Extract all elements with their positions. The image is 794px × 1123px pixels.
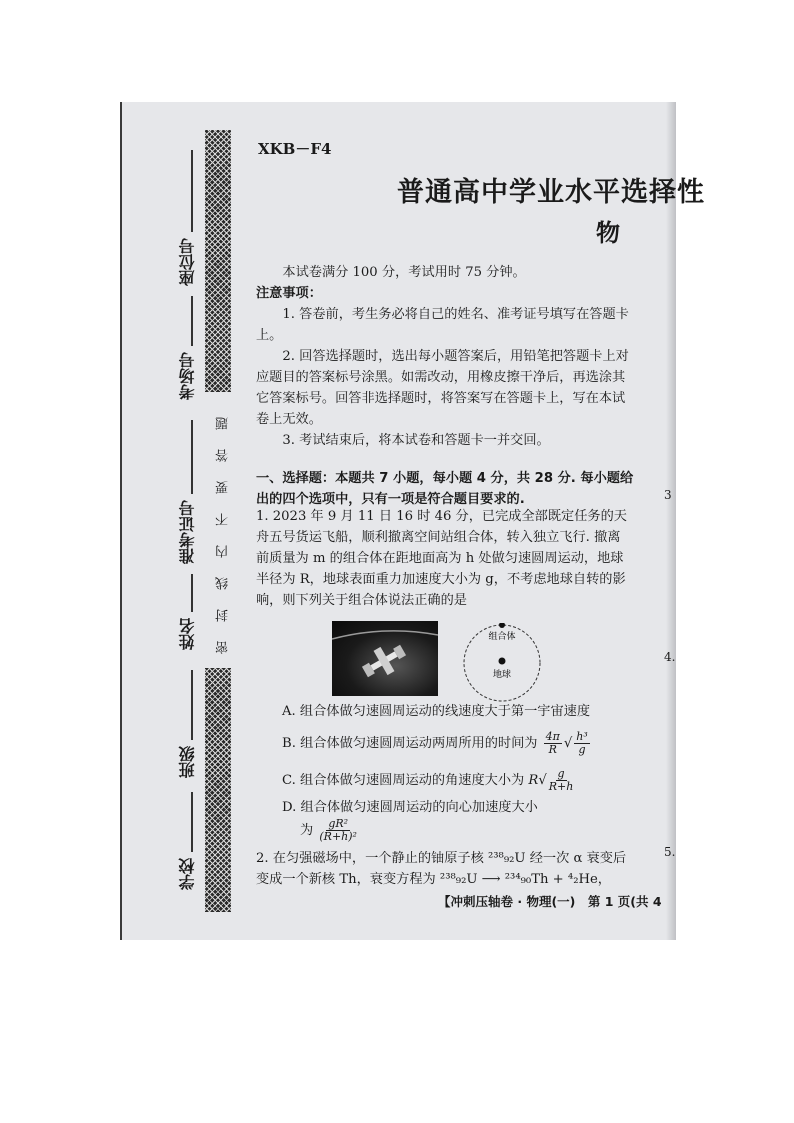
option-d-text: 为 <box>300 823 314 838</box>
margin-number: 3 <box>664 488 672 502</box>
notice-1: 1. 答卷前，考生务必将自己的姓名、准考证号填写在答题卡上。 <box>256 307 629 343</box>
seat-label: 座位号 <box>178 238 197 286</box>
seal-char: 内 <box>216 545 231 558</box>
option-b <box>282 731 632 756</box>
option-d-formula: $\frac{\text{gR²}}{\text{(R+h)²}}$ <box>319 817 357 843</box>
question-2-stem: 2. 在匀强磁场中，一个静止的铀原子核 ²³⁸₉₂U 经一次 α 衰变后变成一个新核 Th，衰变方程为 ²³⁸₉₂U ⟶ ²³⁴₉₀Th + ⁴₂He， <box>256 851 627 887</box>
admission-label: 准考证号 <box>178 500 197 564</box>
seal-char: 要 <box>216 481 231 494</box>
admission-line <box>191 420 193 494</box>
instructions <box>256 262 632 451</box>
margin-number: 5. <box>664 845 676 859</box>
intro-text: 本试卷满分 100 分，考试用时 75 分钟。 <box>282 265 526 280</box>
space-station-photo <box>332 621 438 696</box>
question-1-stem: 1. 2023 年 9 月 11 日 16 时 46 分，已完成全部既定任务的天舟五号货运飞船，顺利撤离空间站组合体，转入独立飞行. 撤离前质量为 m 的组合体在距地面高为 h 处做匀速圆周运动，地球半径为 R，地球表面重力加速度大小为 g，不考虑地球自转的影响，则下列关于组合体说法正确的是 <box>256 509 627 608</box>
school-line <box>191 792 193 852</box>
school-label: 学校 <box>178 858 197 890</box>
room-label: 考场号 <box>178 352 197 400</box>
seal-char: 题 <box>216 417 231 430</box>
name-line <box>191 574 193 612</box>
option-b-formula: $\frac{4\pi}{R}$ √ $\frac{\text{h³}}{g}$ <box>545 730 588 756</box>
class-label: 班级 <box>178 746 197 778</box>
option-c-text: C. 组合体做匀速圆周运动的角速度大小为 <box>282 773 525 788</box>
seal-char: 密 <box>216 641 231 654</box>
seal-char: 答 <box>216 449 231 462</box>
class-line <box>191 670 193 740</box>
combo-dot <box>499 623 505 628</box>
decorative-border-top <box>205 130 231 392</box>
notice-3: 3. 考试结束后，将本试卷和答题卡一并交回。 <box>282 433 550 448</box>
space-station-icon <box>332 621 438 696</box>
notice-2: 2. 回答选择题时，选出每小题答案后，用铅笔把答题卡上对应题目的答案标号涂黑。如需改动，用橡皮擦干净后，再选涂其它答案标号。回答非选择题时，将答案写在答题卡上，写在本试卷上无效。 <box>256 349 629 427</box>
decorative-border-bottom <box>205 668 231 912</box>
margin-number: 4. <box>664 650 676 664</box>
room-line <box>191 296 193 346</box>
option-b-text: B. 组合体做匀速圆周运动两周所用的时间为 <box>282 736 538 751</box>
option-c <box>282 768 632 793</box>
seal-line-text <box>214 398 234 654</box>
label-earth: 地球 <box>492 670 512 680</box>
option-c-formula: R√ $\frac{g}{R+h}$ <box>528 767 574 793</box>
subject-title: 物 <box>596 219 620 247</box>
name-label: 姓名 <box>178 618 197 650</box>
label-combo: 组合体 <box>488 632 516 642</box>
page-edge-shadow <box>666 102 676 940</box>
seal-char: 封 <box>216 609 231 622</box>
exam-title: 普通高中学业水平选择性 <box>397 177 705 208</box>
seat-line <box>191 150 193 232</box>
option-d-cont <box>300 818 650 843</box>
orbit-diagram <box>462 623 542 703</box>
option-a: A. 组合体做匀速圆周运动的线速度大于第一宇宙速度 <box>282 704 591 719</box>
section-heading: 一、选择题：本题共 7 小题，每小题 4 分，共 28 分. 每小题给出的四个选项中，只有一项是符合题目要求的. <box>256 471 634 507</box>
earth-dot <box>499 658 506 665</box>
seal-char: 线 <box>216 577 231 590</box>
page-footer: 【冲刺压轴卷 · 物理(一) 第 1 页(共 4 <box>438 894 662 909</box>
option-d: D. 组合体做匀速圆周运动的向心加速度大小 <box>282 800 538 815</box>
seal-char: 不 <box>216 513 231 526</box>
exam-code: XKB－F4 <box>258 140 332 158</box>
notice-title: 注意事项： <box>256 286 322 301</box>
